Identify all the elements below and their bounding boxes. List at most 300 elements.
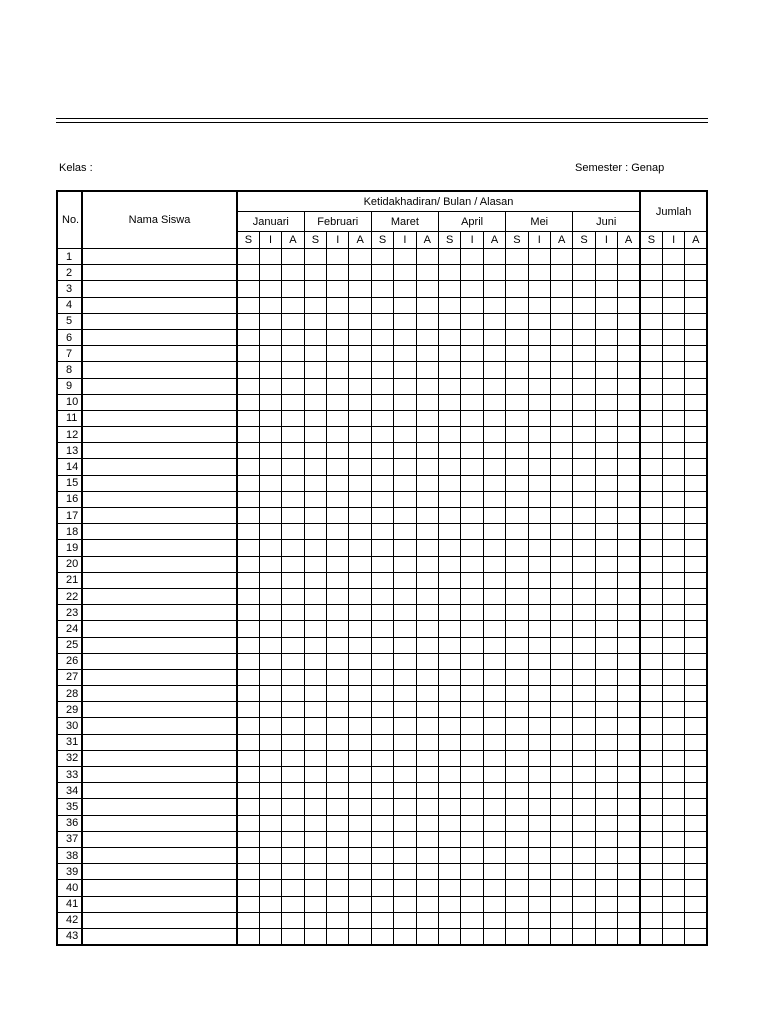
absence-cell[interactable] [461,508,483,524]
absence-cell[interactable] [685,491,707,507]
absence-cell[interactable] [595,750,617,766]
absence-cell[interactable] [640,540,662,556]
absence-cell[interactable] [506,686,528,702]
absence-cell[interactable] [640,297,662,313]
absence-cell[interactable] [595,313,617,329]
absence-cell[interactable] [618,540,640,556]
absence-cell[interactable] [282,588,304,604]
absence-cell[interactable] [685,928,707,945]
absence-cell[interactable] [394,896,416,912]
absence-cell[interactable] [259,799,281,815]
absence-cell[interactable] [394,281,416,297]
absence-cell[interactable] [282,653,304,669]
absence-cell[interactable] [259,346,281,362]
absence-cell[interactable] [618,394,640,410]
absence-cell[interactable] [327,847,349,863]
absence-cell[interactable] [618,621,640,637]
absence-cell[interactable] [394,783,416,799]
absence-cell[interactable] [371,637,393,653]
absence-cell[interactable] [685,734,707,750]
absence-cell[interactable] [439,378,461,394]
absence-cell[interactable] [595,281,617,297]
absence-cell[interactable] [685,783,707,799]
absence-cell[interactable] [640,669,662,685]
absence-cell[interactable] [573,896,595,912]
absence-cell[interactable] [327,378,349,394]
absence-cell[interactable] [327,864,349,880]
absence-cell[interactable] [528,394,550,410]
absence-cell[interactable] [618,588,640,604]
absence-cell[interactable] [685,669,707,685]
absence-cell[interactable] [327,265,349,281]
absence-cell[interactable] [640,637,662,653]
absence-cell[interactable] [394,572,416,588]
absence-cell[interactable] [506,783,528,799]
absence-cell[interactable] [327,313,349,329]
absence-cell[interactable] [304,621,326,637]
student-name-cell[interactable] [82,831,237,847]
absence-cell[interactable] [416,313,438,329]
absence-cell[interactable] [640,864,662,880]
absence-cell[interactable] [439,702,461,718]
absence-cell[interactable] [282,605,304,621]
absence-cell[interactable] [685,831,707,847]
absence-cell[interactable] [618,767,640,783]
absence-cell[interactable] [595,767,617,783]
absence-cell[interactable] [483,443,505,459]
absence-cell[interactable] [662,346,684,362]
absence-cell[interactable] [394,767,416,783]
student-name-cell[interactable] [82,864,237,880]
absence-cell[interactable] [259,815,281,831]
absence-cell[interactable] [416,297,438,313]
absence-cell[interactable] [327,394,349,410]
absence-cell[interactable] [282,831,304,847]
absence-cell[interactable] [259,362,281,378]
absence-cell[interactable] [573,928,595,945]
absence-cell[interactable] [595,297,617,313]
absence-cell[interactable] [282,556,304,572]
student-name-cell[interactable] [82,281,237,297]
absence-cell[interactable] [349,572,371,588]
absence-cell[interactable] [595,669,617,685]
absence-cell[interactable] [304,297,326,313]
absence-cell[interactable] [618,410,640,426]
absence-cell[interactable] [416,410,438,426]
absence-cell[interactable] [618,750,640,766]
absence-cell[interactable] [640,556,662,572]
absence-cell[interactable] [237,346,259,362]
absence-cell[interactable] [528,297,550,313]
absence-cell[interactable] [595,864,617,880]
absence-cell[interactable] [550,378,572,394]
absence-cell[interactable] [528,912,550,928]
absence-cell[interactable] [528,329,550,345]
absence-cell[interactable] [528,605,550,621]
absence-cell[interactable] [259,637,281,653]
absence-cell[interactable] [550,410,572,426]
absence-cell[interactable] [394,880,416,896]
absence-cell[interactable] [282,621,304,637]
absence-cell[interactable] [618,912,640,928]
absence-cell[interactable] [394,864,416,880]
absence-cell[interactable] [640,831,662,847]
absence-cell[interactable] [237,653,259,669]
absence-cell[interactable] [461,346,483,362]
absence-cell[interactable] [685,572,707,588]
absence-cell[interactable] [640,346,662,362]
absence-cell[interactable] [483,912,505,928]
absence-cell[interactable] [483,864,505,880]
absence-cell[interactable] [685,427,707,443]
absence-cell[interactable] [304,637,326,653]
absence-cell[interactable] [618,831,640,847]
absence-cell[interactable] [595,329,617,345]
absence-cell[interactable] [595,346,617,362]
absence-cell[interactable] [662,362,684,378]
absence-cell[interactable] [327,686,349,702]
absence-cell[interactable] [483,750,505,766]
absence-cell[interactable] [416,475,438,491]
absence-cell[interactable] [506,637,528,653]
absence-cell[interactable] [304,475,326,491]
absence-cell[interactable] [394,669,416,685]
absence-cell[interactable] [573,880,595,896]
absence-cell[interactable] [550,394,572,410]
absence-cell[interactable] [662,783,684,799]
absence-cell[interactable] [528,831,550,847]
absence-cell[interactable] [237,556,259,572]
absence-cell[interactable] [394,637,416,653]
absence-cell[interactable] [416,734,438,750]
absence-cell[interactable] [640,281,662,297]
absence-cell[interactable] [528,410,550,426]
absence-cell[interactable] [327,362,349,378]
absence-cell[interactable] [416,767,438,783]
absence-cell[interactable] [237,637,259,653]
absence-cell[interactable] [237,265,259,281]
absence-cell[interactable] [237,621,259,637]
absence-cell[interactable] [550,799,572,815]
absence-cell[interactable] [483,669,505,685]
absence-cell[interactable] [439,427,461,443]
absence-cell[interactable] [461,799,483,815]
absence-cell[interactable] [371,605,393,621]
absence-cell[interactable] [282,572,304,588]
absence-cell[interactable] [640,912,662,928]
absence-cell[interactable] [640,767,662,783]
absence-cell[interactable] [416,491,438,507]
absence-cell[interactable] [327,524,349,540]
absence-cell[interactable] [259,912,281,928]
absence-cell[interactable] [595,605,617,621]
absence-cell[interactable] [550,281,572,297]
absence-cell[interactable] [416,427,438,443]
absence-cell[interactable] [685,702,707,718]
absence-cell[interactable] [595,653,617,669]
absence-cell[interactable] [304,313,326,329]
absence-cell[interactable] [237,605,259,621]
absence-cell[interactable] [282,362,304,378]
absence-cell[interactable] [439,249,461,265]
absence-cell[interactable] [371,750,393,766]
absence-cell[interactable] [394,912,416,928]
absence-cell[interactable] [304,508,326,524]
absence-cell[interactable] [483,653,505,669]
absence-cell[interactable] [662,508,684,524]
absence-cell[interactable] [304,896,326,912]
absence-cell[interactable] [439,880,461,896]
absence-cell[interactable] [371,491,393,507]
absence-cell[interactable] [573,297,595,313]
absence-cell[interactable] [461,362,483,378]
absence-cell[interactable] [416,572,438,588]
absence-cell[interactable] [573,912,595,928]
absence-cell[interactable] [528,896,550,912]
absence-cell[interactable] [618,475,640,491]
absence-cell[interactable] [349,540,371,556]
absence-cell[interactable] [685,588,707,604]
absence-cell[interactable] [371,410,393,426]
absence-cell[interactable] [483,297,505,313]
absence-cell[interactable] [259,767,281,783]
student-name-cell[interactable] [82,459,237,475]
absence-cell[interactable] [662,329,684,345]
absence-cell[interactable] [371,362,393,378]
absence-cell[interactable] [573,346,595,362]
absence-cell[interactable] [237,491,259,507]
absence-cell[interactable] [506,443,528,459]
absence-cell[interactable] [394,265,416,281]
absence-cell[interactable] [573,718,595,734]
absence-cell[interactable] [439,815,461,831]
absence-cell[interactable] [371,459,393,475]
absence-cell[interactable] [282,508,304,524]
absence-cell[interactable] [304,686,326,702]
absence-cell[interactable] [461,912,483,928]
absence-cell[interactable] [327,734,349,750]
absence-cell[interactable] [662,653,684,669]
student-name-cell[interactable] [82,750,237,766]
absence-cell[interactable] [416,540,438,556]
absence-cell[interactable] [685,556,707,572]
absence-cell[interactable] [371,249,393,265]
absence-cell[interactable] [685,475,707,491]
absence-cell[interactable] [327,896,349,912]
absence-cell[interactable] [304,572,326,588]
absence-cell[interactable] [349,669,371,685]
absence-cell[interactable] [349,362,371,378]
absence-cell[interactable] [685,896,707,912]
absence-cell[interactable] [416,265,438,281]
absence-cell[interactable] [349,718,371,734]
absence-cell[interactable] [618,799,640,815]
absence-cell[interactable] [461,556,483,572]
absence-cell[interactable] [327,718,349,734]
absence-cell[interactable] [237,249,259,265]
absence-cell[interactable] [662,459,684,475]
absence-cell[interactable] [394,605,416,621]
absence-cell[interactable] [439,653,461,669]
absence-cell[interactable] [394,831,416,847]
absence-cell[interactable] [282,847,304,863]
absence-cell[interactable] [282,702,304,718]
student-name-cell[interactable] [82,394,237,410]
absence-cell[interactable] [282,265,304,281]
student-name-cell[interactable] [82,847,237,863]
absence-cell[interactable] [506,653,528,669]
absence-cell[interactable] [573,831,595,847]
absence-cell[interactable] [550,928,572,945]
absence-cell[interactable] [461,686,483,702]
absence-cell[interactable] [662,313,684,329]
absence-cell[interactable] [506,556,528,572]
absence-cell[interactable] [506,799,528,815]
absence-cell[interactable] [506,847,528,863]
absence-cell[interactable] [573,686,595,702]
absence-cell[interactable] [259,443,281,459]
absence-cell[interactable] [416,524,438,540]
absence-cell[interactable] [595,621,617,637]
student-name-cell[interactable] [82,588,237,604]
absence-cell[interactable] [371,394,393,410]
absence-cell[interactable] [550,540,572,556]
absence-cell[interactable] [259,702,281,718]
absence-cell[interactable] [259,880,281,896]
absence-cell[interactable] [371,443,393,459]
absence-cell[interactable] [416,556,438,572]
absence-cell[interactable] [371,572,393,588]
absence-cell[interactable] [237,394,259,410]
absence-cell[interactable] [550,880,572,896]
absence-cell[interactable] [349,605,371,621]
absence-cell[interactable] [550,475,572,491]
absence-cell[interactable] [640,815,662,831]
absence-cell[interactable] [282,427,304,443]
absence-cell[interactable] [327,540,349,556]
student-name-cell[interactable] [82,572,237,588]
absence-cell[interactable] [618,378,640,394]
absence-cell[interactable] [304,524,326,540]
absence-cell[interactable] [595,734,617,750]
absence-cell[interactable] [528,686,550,702]
absence-cell[interactable] [618,427,640,443]
absence-cell[interactable] [416,783,438,799]
absence-cell[interactable] [282,524,304,540]
absence-cell[interactable] [483,475,505,491]
absence-cell[interactable] [483,556,505,572]
absence-cell[interactable] [282,896,304,912]
absence-cell[interactable] [371,896,393,912]
absence-cell[interactable] [662,847,684,863]
absence-cell[interactable] [685,378,707,394]
absence-cell[interactable] [416,847,438,863]
absence-cell[interactable] [528,653,550,669]
absence-cell[interactable] [461,491,483,507]
absence-cell[interactable] [640,427,662,443]
absence-cell[interactable] [550,847,572,863]
absence-cell[interactable] [662,718,684,734]
absence-cell[interactable] [506,394,528,410]
absence-cell[interactable] [304,265,326,281]
absence-cell[interactable] [371,847,393,863]
absence-cell[interactable] [327,588,349,604]
absence-cell[interactable] [550,556,572,572]
absence-cell[interactable] [327,783,349,799]
absence-cell[interactable] [573,459,595,475]
absence-cell[interactable] [618,362,640,378]
absence-cell[interactable] [416,815,438,831]
absence-cell[interactable] [573,524,595,540]
absence-cell[interactable] [483,621,505,637]
absence-cell[interactable] [237,410,259,426]
absence-cell[interactable] [439,896,461,912]
absence-cell[interactable] [640,928,662,945]
absence-cell[interactable] [528,621,550,637]
absence-cell[interactable] [685,605,707,621]
absence-cell[interactable] [662,556,684,572]
absence-cell[interactable] [483,686,505,702]
absence-cell[interactable] [662,831,684,847]
absence-cell[interactable] [640,313,662,329]
absence-cell[interactable] [662,427,684,443]
absence-cell[interactable] [259,750,281,766]
absence-cell[interactable] [662,896,684,912]
absence-cell[interactable] [282,281,304,297]
absence-cell[interactable] [416,459,438,475]
absence-cell[interactable] [349,249,371,265]
absence-cell[interactable] [640,329,662,345]
absence-cell[interactable] [259,669,281,685]
absence-cell[interactable] [416,249,438,265]
absence-cell[interactable] [439,718,461,734]
absence-cell[interactable] [528,378,550,394]
absence-cell[interactable] [618,329,640,345]
absence-cell[interactable] [304,491,326,507]
absence-cell[interactable] [640,605,662,621]
absence-cell[interactable] [371,912,393,928]
absence-cell[interactable] [282,459,304,475]
absence-cell[interactable] [662,491,684,507]
absence-cell[interactable] [394,362,416,378]
absence-cell[interactable] [550,443,572,459]
absence-cell[interactable] [259,686,281,702]
absence-cell[interactable] [461,605,483,621]
absence-cell[interactable] [528,637,550,653]
absence-cell[interactable] [349,313,371,329]
absence-cell[interactable] [640,524,662,540]
absence-cell[interactable] [461,459,483,475]
absence-cell[interactable] [349,621,371,637]
absence-cell[interactable] [528,702,550,718]
absence-cell[interactable] [528,249,550,265]
absence-cell[interactable] [304,540,326,556]
student-name-cell[interactable] [82,329,237,345]
absence-cell[interactable] [685,313,707,329]
absence-cell[interactable] [528,443,550,459]
absence-cell[interactable] [662,912,684,928]
absence-cell[interactable] [528,864,550,880]
absence-cell[interactable] [550,249,572,265]
absence-cell[interactable] [237,864,259,880]
absence-cell[interactable] [259,491,281,507]
absence-cell[interactable] [595,815,617,831]
absence-cell[interactable] [483,459,505,475]
absence-cell[interactable] [237,718,259,734]
absence-cell[interactable] [371,831,393,847]
absence-cell[interactable] [327,702,349,718]
absence-cell[interactable] [550,718,572,734]
